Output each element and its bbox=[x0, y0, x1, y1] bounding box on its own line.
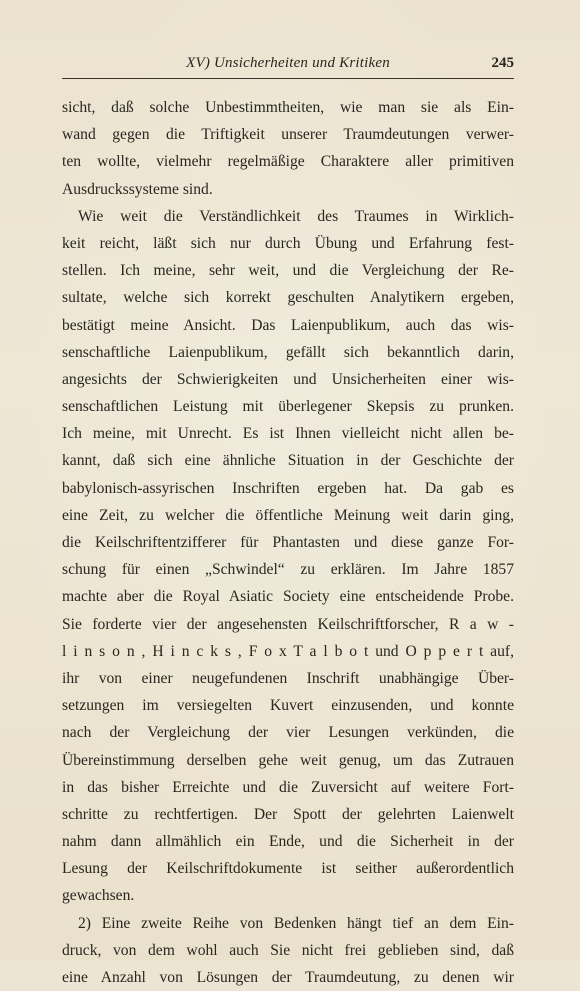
text-line: schung für einen „Schwindel“ zu erklären. Im Jahre 1857 bbox=[62, 561, 514, 579]
text-line: 2) Eine zweite Reihe von Bedenken hängt tief an dem Ein- bbox=[78, 914, 514, 932]
text-line: angesichts der Schwierigkeiten und Unsicherheiten einer wis- bbox=[62, 370, 514, 388]
text-line: eine Zeit, zu welcher die öffentliche Meinung weit darin ging, bbox=[62, 506, 514, 524]
text-line: nach der Vergleichung der vier Lesungen verkünden, die bbox=[62, 724, 514, 742]
text-line: kannt, daß sich eine ähnliche Situation in der Geschichte der bbox=[62, 452, 514, 470]
page-number: 245 bbox=[491, 55, 514, 71]
text-line: sultate, welche sich korrekt geschulten Analytikern ergeben, bbox=[62, 289, 514, 307]
text-line: setzungen im versiegelten Kuvert einzusenden, und konnte bbox=[62, 697, 514, 715]
text-line: druck, von dem wohl auch Sie nicht frei geblieben sind, daß bbox=[62, 941, 514, 959]
text-line: Wie weit die Verständlichkeit des Traumes in Wirklich- bbox=[78, 207, 514, 225]
header-rule bbox=[62, 78, 514, 79]
text-line: die Keilschriftentzifferer für Phantasten und diese ganze For- bbox=[62, 534, 514, 551]
text-line: stellen. Ich meine, sehr weit, und die Vergleichung der Re- bbox=[62, 262, 514, 280]
text-line: Lesung der Keilschriftdokumente ist seither außerordentlich bbox=[62, 860, 514, 878]
text-line: senschaftliche Laienpublikum, gefällt sich bekanntlich darin, bbox=[62, 343, 514, 361]
text-line: senschaftlichen Leistung mit überlegener Skepsis zu prunken. bbox=[62, 398, 514, 416]
text-line: Ich meine, mit Unrecht. Es ist Ihnen vielleicht nicht allen be- bbox=[62, 425, 514, 443]
text-line: babylonisch-assyrischen Inschriften ergeben hat. Da gab es bbox=[62, 479, 514, 497]
body-text bbox=[62, 94, 514, 991]
text-line: schritte zu rechtfertigen. Der Spott der gelehrten Laienwelt bbox=[62, 805, 514, 823]
text-line: nahm dann allmählich ein Ende, und die Sicherheit in der bbox=[62, 833, 514, 851]
text-line: wand gegen die Triftigkeit unserer Traumdeutungen verwer- bbox=[62, 126, 514, 144]
text-line: eine Anzahl von Lösungen der Traumdeutung, zu denen wir bbox=[62, 969, 514, 986]
text-line: l i n s o n , H i n c k s , F o x T a l b o t und O p p e r t auf, bbox=[62, 642, 514, 660]
text-line: ihr von einer neugefundenen Inschrift unabhängige Über- bbox=[62, 669, 514, 687]
text-line: bestätigt meine Ansicht. Das Laienpublikum, auch das wis- bbox=[62, 316, 514, 334]
text-line: Sie forderte vier der angesehensten Keilschriftforscher, R a w - bbox=[62, 615, 514, 633]
text-line: gewachsen. bbox=[62, 887, 135, 905]
text-line: Ausdruckssysteme sind. bbox=[62, 180, 213, 198]
text-line: sicht, daß solche Unbestimmtheiten, wie man sie als Ein- bbox=[62, 99, 514, 116]
text-line: keit reicht, läßt sich nur durch Übung und Erfahrung fest- bbox=[62, 234, 514, 252]
page-header bbox=[62, 52, 514, 76]
text-line: ten wollte, vielmehr regelmäßige Charaktere aller primitiven bbox=[62, 153, 514, 171]
text-line: Übereinstimmung derselben gehe weit genug, um das Zutrauen bbox=[62, 751, 514, 769]
running-title: XV) Unsicherheiten und Kritiken bbox=[186, 55, 390, 71]
text-line: in das bisher Erreichte und die Zuversicht auf weitere Fort- bbox=[62, 778, 514, 796]
text-line: machte aber die Royal Asiatic Society eine entscheidende Probe. bbox=[62, 588, 514, 606]
